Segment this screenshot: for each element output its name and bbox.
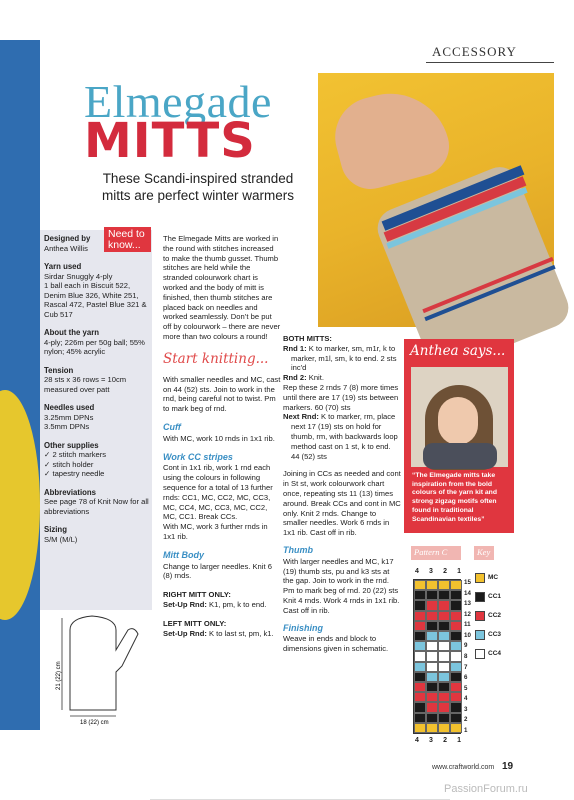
info-line: 1 ball each in Biscuit 522, Denim Blue 326, White 251, Rascal 472, Pastel Blue 321 & Cub 517	[44, 281, 147, 319]
chart-cell	[438, 723, 450, 733]
chart-row-number: 2	[464, 716, 468, 724]
chart-cell	[414, 672, 426, 682]
column-numbers-bottom	[415, 737, 461, 744]
page-number: 19	[502, 761, 514, 772]
chart-cell	[450, 580, 462, 590]
hand-shape	[326, 80, 456, 195]
chart-cell	[450, 662, 462, 672]
chart-cell	[414, 692, 426, 702]
key-item	[475, 644, 507, 663]
chart-cell	[438, 580, 450, 590]
chart-cell	[450, 702, 462, 712]
footer-url[interactable]: www.craftworld.com	[432, 764, 495, 771]
thumb-heading: Thumb	[283, 544, 313, 555]
chart-cell	[426, 631, 438, 641]
finishing-text: Weave in ends and block to dimensions given in schematic.	[283, 634, 389, 654]
finishing-heading: Finishing	[283, 622, 323, 633]
key-item	[475, 625, 507, 644]
rnd1-label: Rnd 1:	[283, 343, 307, 353]
info-heading: Designed by	[44, 234, 91, 243]
chart-cell	[450, 713, 462, 723]
thumb-text-2: Knit 4 rnds. Work 4 rnds in 1x1 rib. Cast off in rib.	[283, 595, 400, 615]
chart-cell	[438, 692, 450, 702]
pattern-chart	[409, 565, 471, 753]
chart-cell	[426, 702, 438, 712]
chart-cell	[438, 662, 450, 672]
chart-row-number: 9	[464, 642, 468, 650]
right-setup-label: Set-Up Rnd:	[163, 599, 207, 609]
chart-cell	[414, 580, 426, 590]
chart-cell	[450, 590, 462, 600]
body-heading: Mitt Body	[163, 549, 204, 560]
watermark: PassionForum.ru	[444, 783, 528, 795]
rnd2-label: Rnd 2:	[283, 373, 307, 383]
chart-cell	[414, 723, 426, 733]
stripes-text-2: With MC, work 3 further rnds in 1x1 rib.	[163, 522, 268, 541]
chart-row-number: 6	[464, 674, 468, 682]
chart-column-number: 4	[415, 568, 419, 575]
chart-cell	[450, 641, 462, 651]
chart-cell	[450, 621, 462, 631]
chart-row-number: 7	[464, 663, 468, 671]
column-1	[163, 234, 281, 647]
chart-cell	[438, 631, 450, 641]
mitt-schematic	[50, 600, 145, 726]
chart-cell	[438, 713, 450, 723]
start-text: With smaller needles and MC, cast on 44 (52) sts. Join to work in the rnd, being careful not to twist. Pm to mark beg of rnd.	[163, 374, 281, 414]
chart-cell	[426, 641, 438, 651]
rnd2-text: Knit.	[308, 373, 324, 383]
info-heading: Abbreviations	[44, 487, 96, 497]
column-numbers-top	[415, 568, 461, 575]
chart-cell	[426, 621, 438, 631]
body-text: Change to larger needles. Knit 6 (8) rnds.	[163, 561, 272, 581]
section-label: ACCESSORY	[432, 44, 517, 59]
chart-cell	[450, 692, 462, 702]
subtitle: These Scandi-inspired stranded mitts are perfect winter warmers	[101, 171, 295, 203]
info-heading: About the yarn	[44, 328, 100, 337]
info-line: ✓ 2 stitch markers	[44, 450, 107, 459]
chart-cell	[414, 600, 426, 610]
chart-cell	[414, 682, 426, 692]
chart-cell	[438, 651, 450, 661]
chart-cell	[414, 631, 426, 641]
key-item	[475, 568, 507, 587]
cuff-heading: Cuff	[163, 421, 181, 432]
pattern-label: Pattern C	[411, 546, 461, 560]
rnd1-text: K to marker, sm, m1r, k to marker, m1l, sm, k to end. 2 sts inc'd	[291, 343, 397, 373]
info-heading: Needles used	[44, 403, 95, 412]
right-mitt-label: RIGHT MITT ONLY:	[163, 590, 231, 600]
photo-scarf	[423, 443, 497, 469]
chart-row-number: 12	[464, 610, 471, 618]
chart-cell	[426, 713, 438, 723]
key-swatch	[475, 611, 485, 621]
chart-cell	[426, 672, 438, 682]
chart-cell	[426, 682, 438, 692]
info-line: Anthea Willis	[44, 243, 88, 253]
chart-cell	[426, 600, 438, 610]
key-label-text: CC3	[488, 631, 502, 638]
info-line: ✓ tapestry needle	[44, 469, 105, 478]
info-line: 28 sts x 36 rows = 10cm measured over patt	[44, 375, 127, 394]
designer-quote: “The Elmegade mitts take inspiration from the bold colours of the yarn kit and strong zigzag motifs often found in traditional Scandinavian textiles”	[412, 472, 497, 523]
info-line: 3.25mm DPNs	[44, 412, 94, 422]
stripes-heading: Work CC stripes	[163, 451, 233, 462]
chart-cell	[438, 600, 450, 610]
left-mitt-label: LEFT MITT ONLY:	[163, 618, 227, 628]
info-line: 3.5mm DPNs	[44, 422, 90, 431]
stripes-text: Cont in 1x1 rib, work 1 rnd each using the colours in following sequence for a total of 13 further rnds: CC1, MC, CC2, MC, CC3, MC, CC4, MC, CC3, MC, CC2, MC, CC1. Break CCs.	[163, 463, 273, 522]
both-mitts-label: BOTH MITTS:	[283, 334, 332, 343]
chart-cell	[426, 611, 438, 621]
info-line: S/M (M/L)	[44, 534, 78, 544]
key-label-text: CC4	[488, 650, 502, 657]
right-setup-text: K1, pm, k to end.	[209, 599, 267, 609]
width-label: 18 (22) cm	[80, 720, 109, 726]
chart-column-number: 4	[415, 737, 419, 744]
chart-cell	[426, 723, 438, 733]
joining-text: Joining in CCs as needed and cont in St st, work colourwork chart once, repeating sts 11 (13) times around. Break CCs and cont in MC only. Knit 2 rnds. Change to smaller needles. Work 6 rnds in 1x1 rib. Cast off in rib.	[283, 469, 401, 538]
chart-cell	[450, 631, 462, 641]
chart-cell	[450, 672, 462, 682]
anthea-title: Anthea says...	[410, 343, 506, 359]
chart-cell	[414, 611, 426, 621]
repeat-text: Rep these 2 rnds 7 (8) more times until there are 17 (19) sts between markers. 60 (70) sts	[283, 382, 399, 412]
chart-column-number: 2	[443, 737, 447, 744]
chart-cell	[426, 580, 438, 590]
mitt-photo	[318, 73, 554, 327]
chart-row-number: 3	[464, 705, 468, 713]
next-rnd-text: K to marker, rm, place next 17 (19) sts on hold for thumb, rm, with backwards loop method cast on 1 st, k to end. 44 (52) sts	[291, 412, 398, 461]
section-rule	[426, 62, 554, 63]
key-label: Key	[474, 546, 494, 560]
info-line: See page 78 of Knit Now for all abbreviations	[44, 497, 149, 516]
cuff-text: With MC, work 10 rnds in 1x1 rib.	[163, 433, 275, 443]
chart-column-number: 1	[457, 737, 461, 744]
chart-column-number: 2	[443, 568, 447, 575]
info-heading: Yarn used	[44, 262, 82, 271]
chart-row-number: 1	[464, 726, 468, 734]
chart-row-number: 11	[464, 621, 471, 629]
left-setup-label: Set-Up Rnd:	[163, 628, 207, 638]
chart-row-number: 13	[464, 600, 471, 608]
colour-key	[475, 568, 507, 663]
chart-cell	[426, 692, 438, 702]
chart-cell	[438, 682, 450, 692]
chart-cell	[438, 590, 450, 600]
chart-cell	[438, 621, 450, 631]
chart-cell	[450, 600, 462, 610]
blue-side-band	[0, 40, 40, 730]
info-heading: Sizing	[44, 525, 67, 534]
info-line: ✓ stitch holder	[44, 459, 94, 469]
chart-cell	[450, 651, 462, 661]
chart-cell	[414, 621, 426, 631]
chart-cell	[450, 611, 462, 621]
chart-row-number: 15	[464, 579, 471, 586]
start-heading: Start knitting...	[163, 350, 269, 367]
chart-row-number: 10	[464, 631, 471, 639]
info-heading: Tension	[44, 365, 74, 375]
chart-cell	[438, 702, 450, 712]
chart-row-number: 4	[464, 695, 468, 703]
chart-cell	[426, 590, 438, 600]
title-line1: Elmegade	[84, 76, 272, 127]
chart-row-number: 8	[464, 652, 468, 660]
chart-cell	[414, 590, 426, 600]
chart-cell	[450, 723, 462, 733]
chart-row-number: 14	[464, 589, 471, 597]
key-swatch	[475, 649, 485, 659]
chart-cell	[414, 702, 426, 712]
chart-column-number: 3	[429, 568, 433, 575]
row-numbers	[464, 579, 471, 734]
info-line: 4-ply; 226m per 50g ball; 55% nylon; 45% acrylic	[44, 337, 145, 356]
chart-column-number: 1	[457, 568, 461, 575]
next-rnd-label: Next Rnd:	[283, 412, 319, 422]
thumb-text: With larger needles and MC, k17 (19) thumb sts, pu and k3 sts at the gap. Join to work in the rnd. Pm to mark beg of rnd. 20 (22) sts	[283, 556, 399, 596]
key-item	[475, 606, 507, 625]
column-2	[283, 334, 401, 662]
chart-column-number: 3	[429, 737, 433, 744]
left-setup-text: K to last st, pm, k1.	[209, 628, 274, 638]
key-item	[475, 587, 507, 606]
info-line: Sirdar Snuggly 4-ply	[44, 271, 113, 281]
chart-row-number: 5	[464, 684, 468, 692]
chart-cell	[438, 611, 450, 621]
chart-cell	[414, 662, 426, 672]
chart-cell	[426, 662, 438, 672]
info-heading: Other supplies	[44, 440, 99, 450]
chart-cell	[414, 651, 426, 661]
photo-face	[438, 397, 478, 445]
chart-cell	[414, 641, 426, 651]
title-line2: MITTS	[84, 113, 256, 169]
chart-grid	[413, 579, 461, 734]
height-label: 21 (22) cm	[56, 661, 62, 690]
chart-cell	[450, 682, 462, 692]
intro-text: The Elmegade Mitts are worked in the round with stitches increased to make the thumb gusset. Thumb stitches are held while the stranded colourwork chart is worked and the body of mitt is finished, then thumb stitches are placed back on needles and worked seamlessly. Don’t be put off by colourwork – there are never more than two colours a round!	[163, 234, 281, 341]
key-label-text: CC2	[488, 612, 502, 619]
key-label-text: CC1	[488, 593, 502, 600]
chart-cell	[426, 651, 438, 661]
chart-cell	[438, 672, 450, 682]
designer-photo	[411, 367, 508, 467]
key-swatch	[475, 592, 485, 602]
need-to-know-content	[44, 234, 150, 544]
key-swatch	[475, 573, 485, 583]
key-label-text: MC	[488, 574, 499, 581]
chart-cell	[414, 713, 426, 723]
key-swatch	[475, 630, 485, 640]
chart-cell	[438, 641, 450, 651]
need-to-know-tab: Need to know...	[104, 227, 151, 252]
